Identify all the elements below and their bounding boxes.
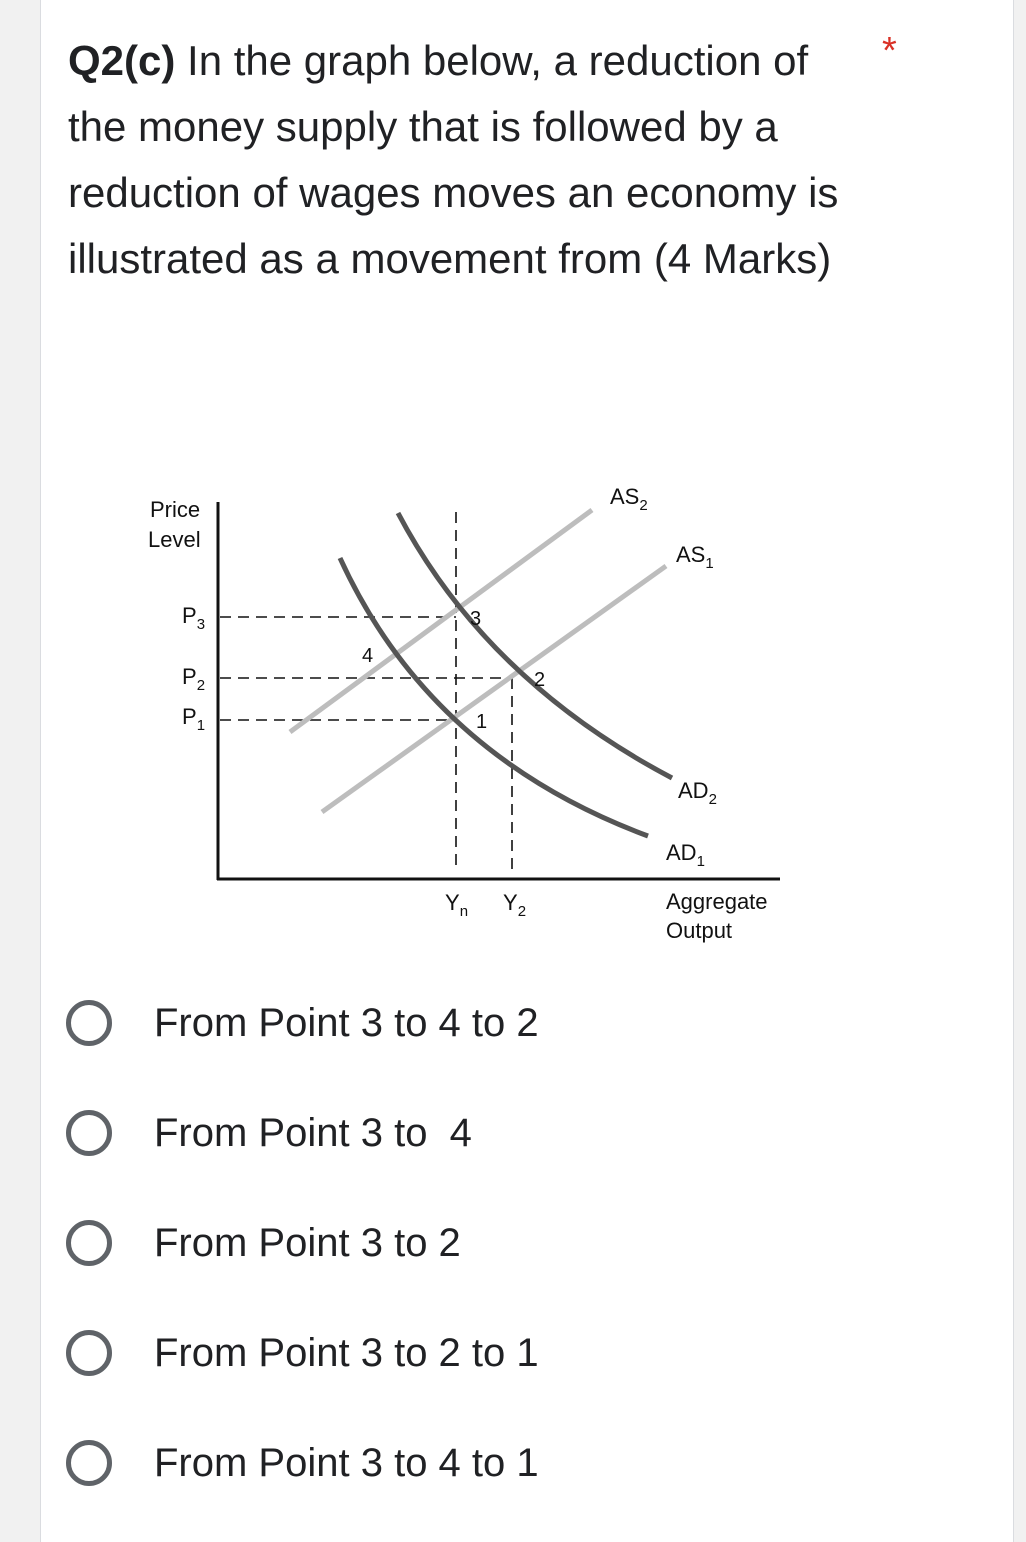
point-3-label: 3 <box>470 608 482 630</box>
graph-svg <box>100 470 820 960</box>
as2-label: $AS_2$ <box>610 484 648 514</box>
required-asterisk: * <box>882 30 897 72</box>
option-label: From Point 3 to 4 to 2 <box>154 1000 539 1045</box>
radio-button-icon[interactable] <box>66 1440 112 1486</box>
ad1-curve <box>340 558 648 836</box>
radio-button-icon[interactable] <box>66 1220 112 1266</box>
option-5[interactable] <box>66 1408 926 1518</box>
question-body: In the graph below, a reduction of the money supply that is followed by a reduction of wages moves an economy is illustrated as a movement from (4 Marks) <box>68 37 839 282</box>
yn-label: $Y_n$ <box>445 890 469 920</box>
option-label: From Point 3 to 2 to 1 <box>154 1330 539 1375</box>
option-label: From Point 3 to 2 <box>154 1220 461 1265</box>
point-4-label: 4 <box>362 645 374 667</box>
as1-label: $AS_1$ <box>676 542 714 572</box>
as1-curve <box>322 566 666 812</box>
ad1-label: $AD_1$ <box>666 840 705 870</box>
option-4[interactable] <box>66 1298 926 1408</box>
radio-button-icon[interactable] <box>66 1330 112 1376</box>
ad2-label: $AD_2$ <box>678 778 717 808</box>
ad-as-graph <box>100 470 820 960</box>
option-1[interactable] <box>66 968 926 1078</box>
as2-curve <box>290 510 592 732</box>
radio-button-icon[interactable] <box>66 1110 112 1156</box>
point-1-label: 1 <box>476 711 488 733</box>
p2-label: $P_2$ <box>182 664 206 694</box>
x-axis-label-line2: Output <box>666 918 733 943</box>
option-3[interactable] <box>66 1188 926 1298</box>
option-label: From Point 3 to 4 to 1 <box>154 1440 539 1485</box>
question-text <box>68 28 858 292</box>
x-axis-label-line1: Aggregate <box>666 889 768 914</box>
y2-label: $Y_2$ <box>503 890 527 920</box>
radio-button-icon[interactable] <box>66 1000 112 1046</box>
answer-options <box>66 968 926 1518</box>
y-axis-label-line2: Level <box>148 527 201 552</box>
y-axis-label-line1: Price <box>150 497 201 522</box>
p1-label: $P_1$ <box>182 704 206 734</box>
p3-label: $P_3$ <box>182 603 206 633</box>
question-id: Q2(c) <box>68 37 176 84</box>
option-label: From Point 3 to 4 <box>154 1110 472 1155</box>
option-2[interactable] <box>66 1078 926 1188</box>
point-2-label: 2 <box>534 669 546 691</box>
